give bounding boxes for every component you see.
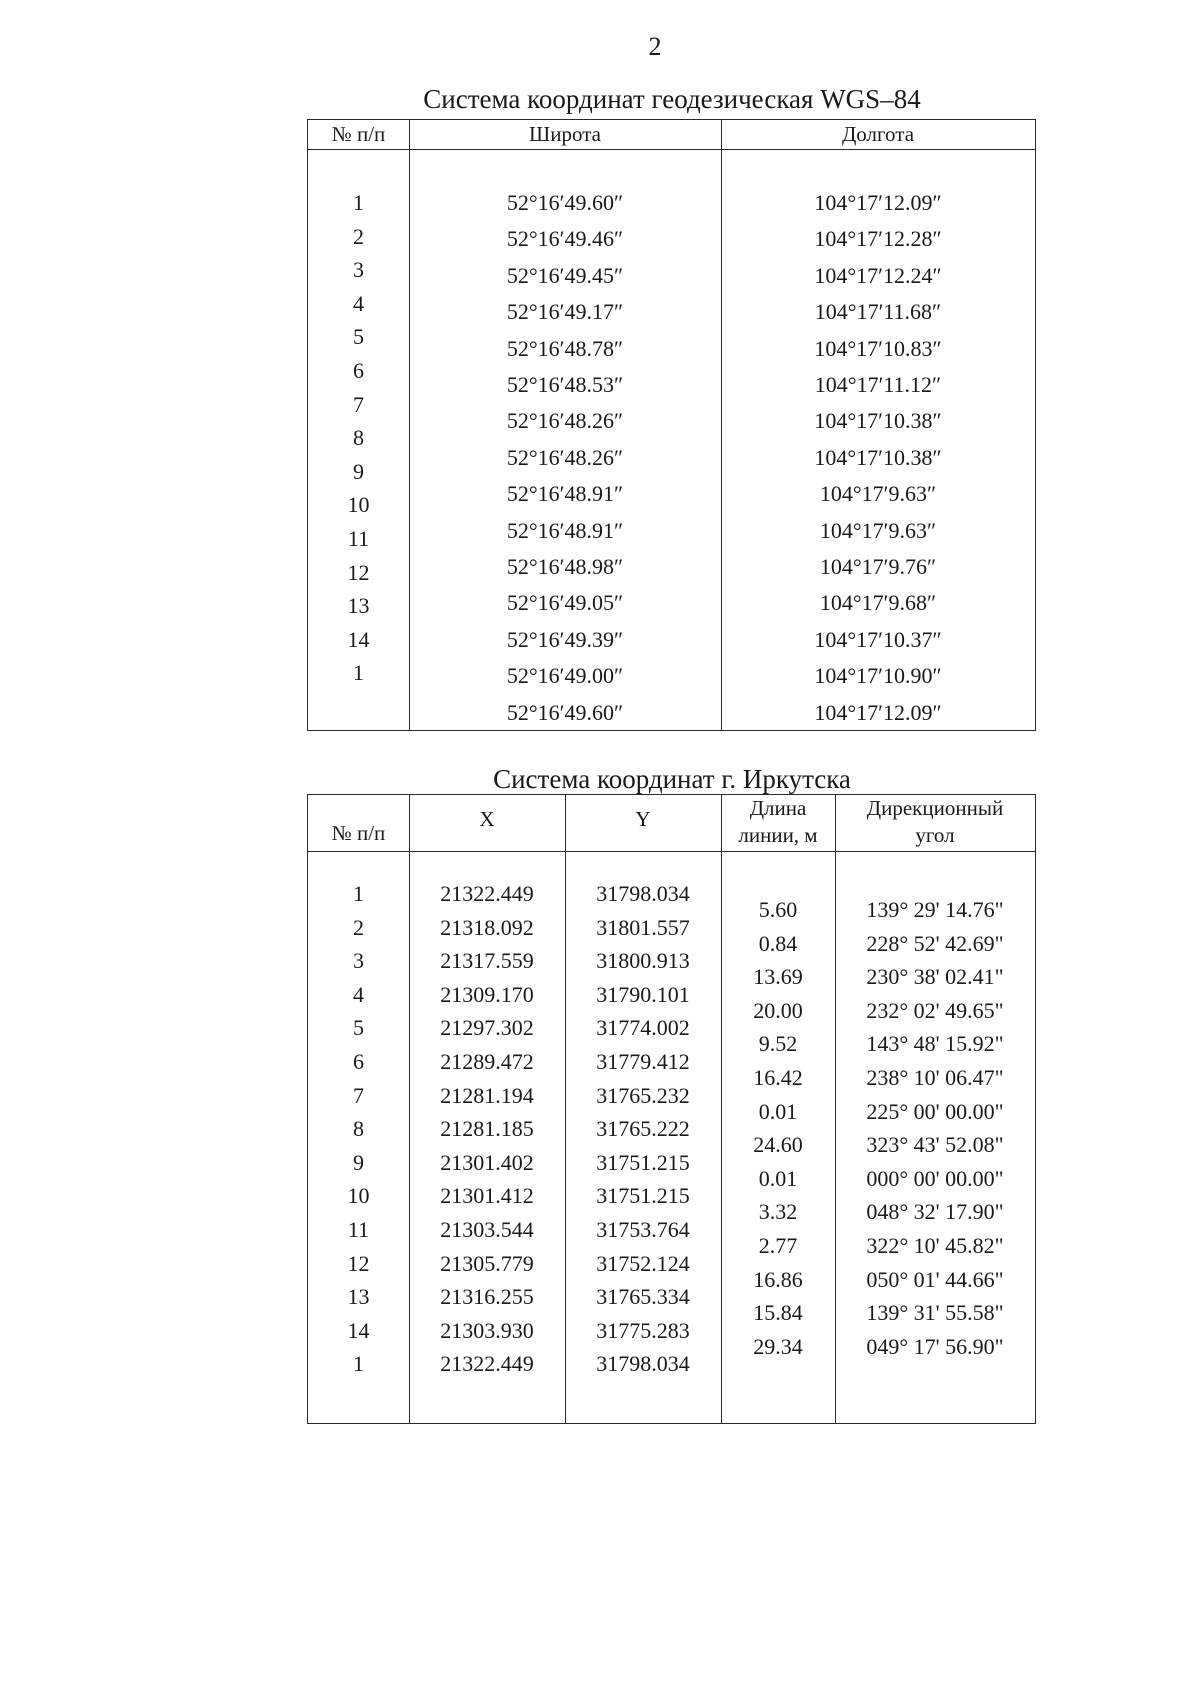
wgs-latitude-cell: 52°16′48.26″ xyxy=(506,444,624,470)
irkutsk-y-cell: 31752.124 xyxy=(596,1250,690,1276)
irkutsk-length-cell: 16.42 xyxy=(753,1065,803,1090)
irkutsk-y-cell: 31765.222 xyxy=(596,1116,690,1142)
irkutsk-angle-cell: 230° 38' 02.41" xyxy=(866,964,1004,990)
wgs-latitude-cell: 52°16′49.00″ xyxy=(506,663,624,689)
page-number: 2 xyxy=(648,32,662,61)
irkutsk-row-number: 7 xyxy=(353,1082,364,1108)
wgs-row-number: 4 xyxy=(353,290,364,316)
irkutsk-angle-cell: 238° 10' 06.47" xyxy=(866,1065,1004,1090)
wgs-row-number: 6 xyxy=(353,358,364,383)
irkutsk-length-cell: 0.01 xyxy=(758,1098,798,1124)
irkutsk-header-angle-line2: угол xyxy=(915,823,955,847)
irkutsk-row-number: 14 xyxy=(347,1317,370,1343)
wgs-row-number: 8 xyxy=(353,425,364,451)
wgs-longitude-cell: 104°17′12.09″ xyxy=(814,190,942,215)
wgs-longitude-cell: 104°17′9.68″ xyxy=(819,590,937,616)
wgs-header-num: № п/п xyxy=(331,122,386,146)
irkutsk-row-number: 6 xyxy=(353,1049,364,1074)
irkutsk-y-cell: 31753.764 xyxy=(596,1217,690,1242)
irkutsk-table-title: Система координат г. Иркутска xyxy=(493,764,851,794)
irkutsk-x-cell: 21303.544 xyxy=(440,1217,534,1242)
wgs-row-number: 5 xyxy=(353,324,364,350)
wgs-longitude-cell: 104°17′10.90″ xyxy=(814,663,942,689)
irkutsk-row-number: 12 xyxy=(347,1250,370,1276)
wgs-longitude-cell: 104°17′9.76″ xyxy=(819,554,937,579)
irkutsk-row-number: 5 xyxy=(353,1015,364,1041)
irkutsk-x-cell: 21281.194 xyxy=(440,1082,534,1108)
wgs-row-number: 7 xyxy=(353,391,364,417)
irkutsk-angle-cell: 225° 00' 00.00" xyxy=(866,1098,1004,1124)
irkutsk-angle-cell: 050° 01' 44.66" xyxy=(866,1266,1004,1292)
irkutsk-y-cell: 31765.232 xyxy=(596,1082,690,1108)
wgs-row-number: 11 xyxy=(347,526,370,551)
wgs-latitude-cell: 52°16′48.98″ xyxy=(506,554,624,579)
irkutsk-x-cell: 21317.559 xyxy=(440,948,534,974)
wgs-longitude-cell: 104°17′10.83″ xyxy=(814,335,942,361)
irkutsk-header-y: Y xyxy=(635,807,651,831)
wgs-latitude-cell: 52°16′49.05″ xyxy=(506,590,624,616)
irkutsk-length-cell: 9.52 xyxy=(758,1031,798,1057)
wgs-latitude-cell: 52°16′49.45″ xyxy=(506,262,624,288)
wgs-row-number: 1 xyxy=(353,190,364,215)
irkutsk-y-cell: 31775.283 xyxy=(596,1317,690,1343)
wgs-row-number: 10 xyxy=(347,492,370,518)
wgs-row-number: 9 xyxy=(353,458,364,484)
irkutsk-x-cell: 21316.255 xyxy=(440,1284,534,1310)
irkutsk-angle-cell: 139° 31' 55.58" xyxy=(866,1300,1004,1326)
irkutsk-x-cell: 21322.449 xyxy=(440,881,534,906)
wgs-latitude-cell: 52°16′49.46″ xyxy=(506,226,624,252)
wgs-latitude-cell: 52°16′48.53″ xyxy=(506,372,624,397)
irkutsk-x-cell: 21301.412 xyxy=(440,1183,534,1209)
irkutsk-header-length-line2: линии, м xyxy=(738,823,818,847)
irkutsk-length-cell: 0.84 xyxy=(758,930,798,956)
irkutsk-row-number: 1 xyxy=(353,1351,364,1377)
irkutsk-y-cell: 31774.002 xyxy=(596,1015,690,1041)
irkutsk-header-angle-line1: Дирекционный xyxy=(866,796,1004,820)
irkutsk-angle-cell: 323° 43' 52.08" xyxy=(866,1132,1004,1158)
wgs-longitude-cell: 104°17′10.38″ xyxy=(814,444,942,470)
wgs-header-longitude: Долгота xyxy=(841,122,915,146)
irkutsk-length-cell: 24.60 xyxy=(753,1132,803,1158)
wgs-longitude-cell: 104°17′12.09″ xyxy=(814,699,942,725)
irkutsk-length-cell: 0.01 xyxy=(758,1165,798,1191)
irkutsk-y-cell: 31798.034 xyxy=(596,881,690,906)
wgs-latitude-cell: 52°16′49.17″ xyxy=(506,299,624,325)
wgs-latitude-cell: 52°16′49.60″ xyxy=(506,699,624,725)
irkutsk-angle-cell: 228° 52' 42.69" xyxy=(866,930,1004,956)
irkutsk-y-cell: 31779.412 xyxy=(596,1049,690,1074)
irkutsk-angle-cell: 048° 32' 17.90" xyxy=(866,1199,1004,1225)
wgs-row-number: 14 xyxy=(347,626,370,652)
wgs-longitude-cell: 104°17′11.68″ xyxy=(814,299,942,325)
irkutsk-length-cell: 2.77 xyxy=(758,1233,798,1258)
irkutsk-y-cell: 31798.034 xyxy=(596,1351,690,1377)
irkutsk-x-cell: 21289.472 xyxy=(440,1049,534,1074)
wgs-latitude-cell: 52°16′48.26″ xyxy=(506,408,624,434)
irkutsk-y-cell: 31801.557 xyxy=(596,914,690,940)
wgs-latitude-cell: 52°16′49.60″ xyxy=(506,190,624,215)
irkutsk-x-cell: 21309.170 xyxy=(440,981,534,1007)
irkutsk-length-cell: 16.86 xyxy=(753,1266,803,1292)
irkutsk-angle-cell: 322° 10' 45.82" xyxy=(866,1233,1004,1258)
irkutsk-y-cell: 31751.215 xyxy=(596,1149,690,1175)
wgs-header-latitude: Широта xyxy=(529,122,601,146)
irkutsk-y-cell: 31790.101 xyxy=(596,981,690,1007)
irkutsk-angle-cell: 049° 17' 56.90" xyxy=(866,1333,1004,1359)
irkutsk-row-number: 9 xyxy=(353,1149,364,1175)
wgs-row-number: 12 xyxy=(347,559,370,585)
irkutsk-x-cell: 21322.449 xyxy=(440,1351,534,1377)
irkutsk-header-length-line1: Длина xyxy=(749,796,807,820)
irkutsk-row-number: 11 xyxy=(347,1217,370,1242)
irkutsk-header-x: X xyxy=(479,807,495,831)
wgs-latitude-cell: 52°16′48.78″ xyxy=(506,335,624,361)
irkutsk-header-num: № п/п xyxy=(331,821,386,845)
wgs-coordinates-table xyxy=(307,119,1036,731)
irkutsk-length-cell: 3.32 xyxy=(758,1199,798,1225)
irkutsk-row-number: 4 xyxy=(353,981,364,1007)
wgs-table-title: Система координат геодезическая WGS–84 xyxy=(423,84,921,114)
irkutsk-y-cell: 31751.215 xyxy=(596,1183,690,1209)
irkutsk-length-cell: 15.84 xyxy=(753,1300,803,1326)
irkutsk-angle-cell: 139° 29' 14.76" xyxy=(866,897,1004,922)
irkutsk-x-cell: 21303.930 xyxy=(440,1317,534,1343)
wgs-row-number: 1 xyxy=(353,660,364,686)
irkutsk-angle-cell: 000° 00' 00.00" xyxy=(866,1165,1004,1191)
irkutsk-y-cell: 31765.334 xyxy=(596,1284,690,1310)
irkutsk-x-cell: 21297.302 xyxy=(440,1015,534,1041)
irkutsk-x-cell: 21305.779 xyxy=(440,1250,534,1276)
wgs-row-number: 3 xyxy=(353,257,364,283)
irkutsk-x-cell: 21301.402 xyxy=(440,1149,534,1175)
wgs-longitude-cell: 104°17′11.12″ xyxy=(814,372,942,397)
irkutsk-angle-cell: 143° 48' 15.92" xyxy=(866,1031,1004,1057)
irkutsk-row-number: 2 xyxy=(353,914,364,940)
wgs-latitude-cell: 52°16′48.91″ xyxy=(506,481,624,507)
wgs-latitude-cell: 52°16′48.91″ xyxy=(506,517,624,543)
irkutsk-row-number: 1 xyxy=(353,881,364,906)
wgs-row-number: 2 xyxy=(353,223,364,249)
irkutsk-x-cell: 21281.185 xyxy=(440,1116,534,1142)
wgs-longitude-cell: 104°17′9.63″ xyxy=(819,481,937,507)
wgs-longitude-cell: 104°17′12.24″ xyxy=(814,262,942,288)
irkutsk-y-cell: 31800.913 xyxy=(596,948,690,974)
irkutsk-angle-cell: 232° 02' 49.65" xyxy=(866,997,1004,1023)
wgs-row-number: 13 xyxy=(347,593,370,619)
wgs-longitude-cell: 104°17′9.63″ xyxy=(819,517,937,543)
irkutsk-row-number: 8 xyxy=(353,1116,364,1142)
wgs-longitude-cell: 104°17′12.28″ xyxy=(814,226,942,252)
irkutsk-length-cell: 5.60 xyxy=(758,897,798,922)
irkutsk-x-cell: 21318.092 xyxy=(440,914,534,940)
irkutsk-length-cell: 13.69 xyxy=(753,964,803,990)
irkutsk-row-number: 3 xyxy=(353,948,364,974)
wgs-longitude-cell: 104°17′10.38″ xyxy=(814,408,942,434)
wgs-longitude-cell: 104°17′10.37″ xyxy=(814,626,942,652)
wgs-latitude-cell: 52°16′49.39″ xyxy=(506,626,624,652)
irkutsk-length-cell: 29.34 xyxy=(753,1333,803,1359)
irkutsk-row-number: 13 xyxy=(347,1284,370,1310)
irkutsk-coordinates-table xyxy=(307,794,1036,1424)
irkutsk-row-number: 10 xyxy=(347,1183,370,1209)
irkutsk-length-cell: 20.00 xyxy=(753,997,803,1023)
